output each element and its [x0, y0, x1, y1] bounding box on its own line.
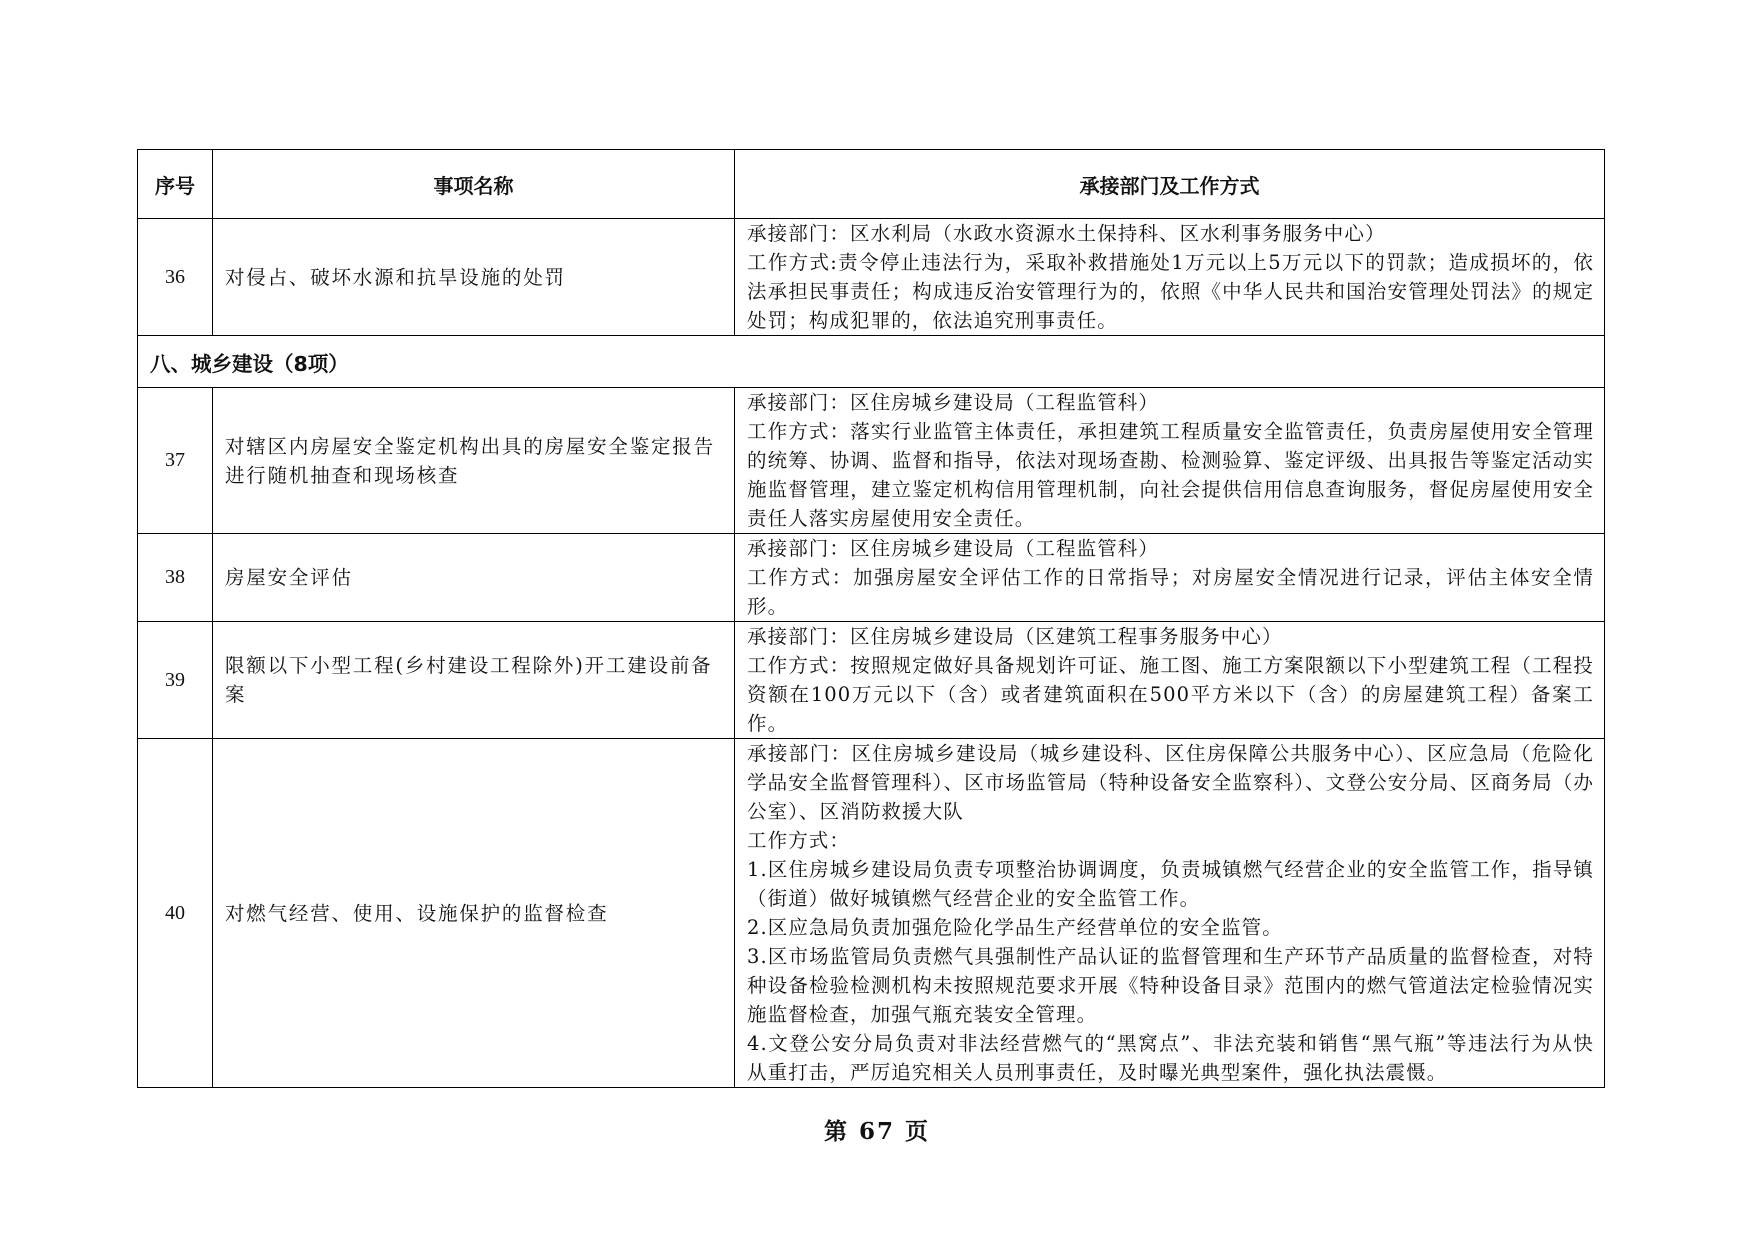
department-line: 承接部门：区住房城乡建设局（城乡建设科、区住房保障公共服务中心）、区应急局（危险化学品安全监督管理科）、区市场监管局（特种设备安全监察科）、文登公安分局、区商务局（办公室）、区消防救援大队: [747, 742, 1594, 823]
method-line: 工作方式：按照规定做好具备规划许可证、施工图、施工方案限额以下小型建筑工程（工程投资额在100万元以下（含）或者建筑面积在500平方米以下（含）的房屋建筑工程）备案工作。: [747, 654, 1594, 735]
header-department-method: 承接部门及工作方式: [735, 150, 1605, 219]
item-name: 限额以下小型工程(乡村建设工程除外)开工建设前备案: [213, 622, 735, 739]
department-method: [735, 219, 1605, 336]
method-line: 工作方式：加强房屋安全评估工作的日常指导；对房屋安全情况进行记录，评估主体安全情形。: [747, 566, 1594, 618]
section-row: [138, 336, 1605, 388]
table-row: [138, 622, 1605, 739]
header-item-name: 事项名称: [213, 150, 735, 219]
method-heading: 工作方式：: [747, 829, 851, 852]
method-item-1: 1.区住房城乡建设局负责专项整治协调调度，负责城镇燃气经营企业的安全监管工作，指导镇（街道）做好城镇燃气经营企业的安全监管工作。: [747, 858, 1594, 910]
method-line: 工作方式:责令停止违法行为，采取补救措施处1万元以上5万元以下的罚款；造成损坏的，依法承担民事责任；构成违反治安管理行为的，依照《中华人民共和国治安管理处罚法》的规定处罚；构成犯罪的，依法追究刑事责任。: [747, 251, 1594, 332]
method-item-3: 3.区市场监管局负责燃气具强制性产品认证的监督管理和生产环节产品质量的监督检查，对特种设备检验检测机构未按照规范要求开展《特种设备目录》范围内的燃气管道法定检验情况实施监督检查，加强气瓶充装安全管理。: [747, 945, 1594, 1026]
department-method: [735, 534, 1605, 622]
department-method: [735, 622, 1605, 739]
item-name: 对侵占、破坏水源和抗旱设施的处罚: [213, 219, 735, 336]
department-line: 承接部门：区住房城乡建设局（工程监管科）: [747, 391, 1160, 414]
row-number: 39: [138, 622, 213, 739]
method-line: 工作方式：落实行业监管主体责任，承担建筑工程质量安全监管责任，负责房屋使用安全管理的统筹、协调、监督和指导，依法对现场查勘、检测验算、鉴定评级、出具报告等鉴定活动实施监督管理，建立鉴定机构信用管理机制，向社会提供信用信息查询服务，督促房屋使用安全责任人落实房屋使用安全责任。: [747, 420, 1594, 530]
department-method: [735, 739, 1605, 1088]
method-item-2: 2.区应急局负责加强危险化学品生产经营单位的安全监管。: [747, 916, 1283, 939]
page-number: 第 67 页: [823, 1118, 931, 1145]
table-row: [138, 388, 1605, 534]
department-line: 承接部门：区住房城乡建设局（区建筑工程事务服务中心）: [747, 625, 1283, 648]
item-name: 对燃气经营、使用、设施保护的监督检查: [213, 739, 735, 1088]
item-name: 对辖区内房屋安全鉴定机构出具的房屋安全鉴定报告进行随机抽查和现场核查: [213, 388, 735, 534]
table-row: [138, 219, 1605, 336]
department-method: [735, 388, 1605, 534]
header-serial-number: 序号: [138, 150, 213, 219]
row-number: 37: [138, 388, 213, 534]
table-row: [138, 534, 1605, 622]
row-number: 40: [138, 739, 213, 1088]
method-item-4: 4.文登公安分局负责对非法经营燃气的“黑窝点”、非法充装和销售“黑气瓶”等违法行为从快从重打击，严厉追究相关人员刑事责任，及时曝光典型案件，强化执法震慑。: [747, 1032, 1594, 1084]
department-line: 承接部门：区水利局（水政水资源水土保持科、区水利事务服务中心）: [747, 222, 1386, 245]
department-line: 承接部门：区住房城乡建设局（工程监管科）: [747, 537, 1160, 560]
table-header-row: [138, 150, 1605, 219]
item-name: 房屋安全评估: [213, 534, 735, 622]
row-number: 38: [138, 534, 213, 622]
row-number: 36: [138, 219, 213, 336]
section-title: 八、城乡建设（8项）: [138, 336, 1605, 388]
document-table: [137, 149, 1605, 1088]
table-row: [138, 739, 1605, 1088]
